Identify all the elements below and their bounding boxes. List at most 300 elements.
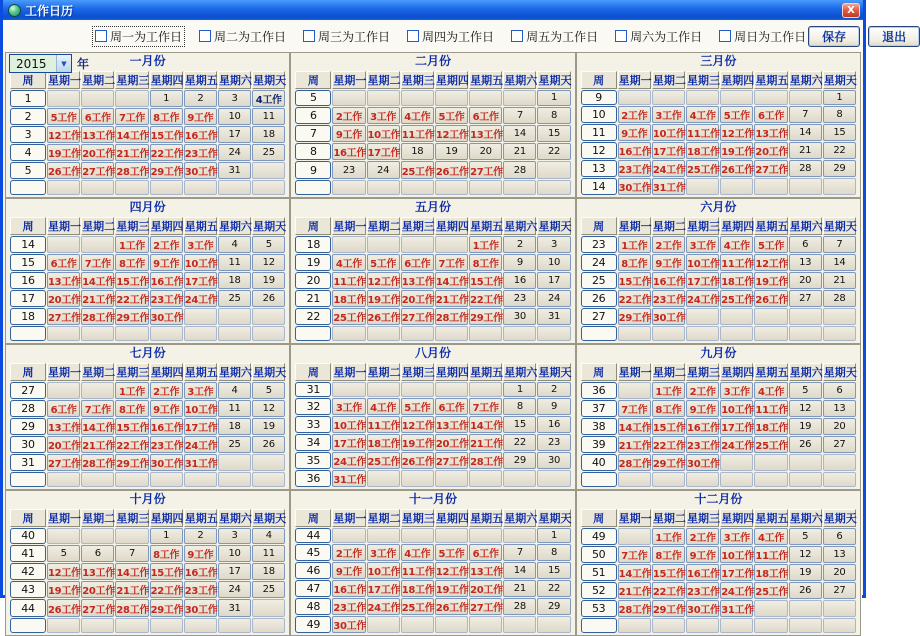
day-cell[interactable]: 3工作: [652, 106, 685, 123]
day-cell[interactable]: 23工作: [332, 598, 365, 615]
day-cell[interactable]: 1工作: [652, 382, 685, 399]
day-cell[interactable]: 31工作: [652, 178, 685, 195]
week-number-cell[interactable]: 44: [10, 599, 46, 616]
day-cell[interactable]: 21工作: [435, 290, 468, 307]
day-cell[interactable]: 27工作: [81, 162, 114, 179]
week-number-cell[interactable]: 33: [295, 416, 331, 433]
day-cell[interactable]: 15工作: [652, 564, 685, 581]
day-cell[interactable]: 11: [252, 108, 285, 125]
day-cell[interactable]: 20工作: [81, 581, 114, 598]
day-cell[interactable]: 10工作: [184, 254, 217, 271]
day-cell[interactable]: 15工作: [652, 418, 685, 435]
day-cell[interactable]: 13: [823, 546, 856, 563]
day-cell[interactable]: 15工作: [115, 272, 148, 289]
day-cell[interactable]: 13工作: [401, 272, 434, 289]
day-cell[interactable]: 11: [218, 254, 251, 271]
day-cell[interactable]: 28工作: [81, 454, 114, 471]
day-cell[interactable]: 4工作: [401, 544, 434, 561]
day-cell[interactable]: 6工作: [47, 400, 80, 417]
week-number-cell[interactable]: 20: [295, 272, 331, 289]
week-number-cell[interactable]: 36: [581, 382, 617, 399]
day-cell[interactable]: 10工作: [720, 400, 753, 417]
day-cell[interactable]: 8工作: [652, 400, 685, 417]
week-number-cell[interactable]: 19: [295, 254, 331, 271]
week-number-cell[interactable]: 11: [581, 124, 617, 141]
day-cell[interactable]: 18工作: [754, 418, 787, 435]
day-cell[interactable]: 4工作: [332, 254, 365, 271]
day-cell[interactable]: 17工作: [652, 142, 685, 159]
day-cell[interactable]: 1: [537, 90, 570, 105]
day-cell[interactable]: 4工作: [754, 528, 787, 545]
week-number-cell[interactable]: 6: [295, 107, 331, 124]
day-cell[interactable]: 5工作: [754, 236, 787, 253]
week-number-cell[interactable]: 35: [295, 452, 331, 469]
day-cell[interactable]: 19工作: [47, 144, 80, 161]
day-cell[interactable]: 22: [537, 580, 570, 597]
day-cell[interactable]: 13工作: [469, 562, 502, 579]
day-cell[interactable]: 27工作: [81, 599, 114, 616]
day-cell[interactable]: 12工作: [720, 124, 753, 141]
day-cell[interactable]: 6工作: [435, 398, 468, 415]
day-cell[interactable]: 22: [537, 143, 570, 160]
week-number-cell[interactable]: 30: [10, 436, 46, 453]
day-cell[interactable]: 1工作: [115, 236, 148, 253]
day-cell[interactable]: 5工作: [401, 398, 434, 415]
day-cell[interactable]: 13: [823, 400, 856, 417]
week-number-cell[interactable]: 32: [295, 398, 331, 415]
day-cell[interactable]: 26工作: [401, 452, 434, 469]
day-cell[interactable]: 1: [150, 90, 183, 107]
day-cell[interactable]: 14工作: [618, 564, 651, 581]
day-cell[interactable]: 19工作: [47, 581, 80, 598]
day-cell[interactable]: 27工作: [47, 308, 80, 325]
day-cell[interactable]: 21: [789, 142, 822, 159]
day-cell[interactable]: 2: [184, 90, 217, 107]
day-cell[interactable]: 30工作: [686, 600, 719, 617]
day-cell[interactable]: 6: [823, 382, 856, 399]
week-number-cell[interactable]: 29: [10, 418, 46, 435]
week-number-cell[interactable]: 36: [295, 470, 331, 487]
day-cell[interactable]: 2工作: [652, 236, 685, 253]
day-cell[interactable]: 24工作: [652, 160, 685, 177]
day-cell[interactable]: 22工作: [469, 290, 502, 307]
day-cell[interactable]: 21: [503, 143, 536, 160]
day-cell[interactable]: 3工作: [184, 382, 217, 399]
day-cell[interactable]: 4: [218, 236, 251, 253]
day-cell[interactable]: 3工作: [367, 107, 400, 124]
day-cell[interactable]: 9: [537, 398, 570, 415]
week-number-cell[interactable]: 17: [10, 290, 46, 307]
day-cell[interactable]: 14: [503, 125, 536, 142]
day-cell[interactable]: 18: [218, 272, 251, 289]
day-cell[interactable]: 29工作: [469, 308, 502, 325]
day-cell[interactable]: 19: [789, 564, 822, 581]
day-cell[interactable]: 21: [823, 272, 856, 289]
day-cell[interactable]: 14: [823, 254, 856, 271]
day-cell[interactable]: 17: [218, 563, 251, 580]
week-number-cell[interactable]: 50: [581, 546, 617, 563]
day-cell[interactable]: 25工作: [754, 582, 787, 599]
day-cell[interactable]: 30工作: [184, 599, 217, 616]
day-cell[interactable]: 18: [252, 126, 285, 143]
day-cell[interactable]: 29: [823, 160, 856, 177]
day-cell[interactable]: 21工作: [115, 581, 148, 598]
day-cell[interactable]: 12工作: [401, 416, 434, 433]
day-cell[interactable]: 17工作: [720, 564, 753, 581]
day-cell[interactable]: 16工作: [184, 126, 217, 143]
weekday-checkbox-1[interactable]: [93, 27, 184, 46]
day-cell[interactable]: 21工作: [618, 582, 651, 599]
day-cell[interactable]: 30工作: [332, 616, 365, 633]
day-cell[interactable]: 29工作: [618, 308, 651, 325]
day-cell[interactable]: 18: [252, 563, 285, 580]
day-cell[interactable]: 21工作: [469, 434, 502, 451]
day-cell[interactable]: 14: [789, 124, 822, 141]
day-cell[interactable]: 10工作: [686, 254, 719, 271]
day-cell[interactable]: 24: [218, 581, 251, 598]
day-cell[interactable]: 4: [218, 382, 251, 399]
week-number-cell[interactable]: 40: [581, 454, 617, 471]
week-number-cell[interactable]: 38: [581, 418, 617, 435]
day-cell[interactable]: 1工作: [618, 236, 651, 253]
day-cell[interactable]: 7工作: [618, 400, 651, 417]
day-cell[interactable]: 24工作: [686, 290, 719, 307]
day-cell[interactable]: 22: [503, 434, 536, 451]
day-cell[interactable]: 3工作: [686, 236, 719, 253]
day-cell[interactable]: 22工作: [150, 144, 183, 161]
day-cell[interactable]: 11: [252, 545, 285, 562]
day-cell[interactable]: 29工作: [115, 454, 148, 471]
day-cell[interactable]: 9工作: [332, 562, 365, 579]
day-cell[interactable]: 11工作: [686, 124, 719, 141]
day-cell[interactable]: 19工作: [367, 290, 400, 307]
day-cell[interactable]: 11: [218, 400, 251, 417]
day-cell[interactable]: 13工作: [435, 416, 468, 433]
day-cell[interactable]: 23: [503, 290, 536, 307]
day-cell[interactable]: 12: [252, 254, 285, 271]
day-cell[interactable]: 7: [789, 106, 822, 123]
day-cell[interactable]: 5: [252, 236, 285, 253]
day-cell[interactable]: 9工作: [618, 124, 651, 141]
day-cell[interactable]: 3工作: [332, 398, 365, 415]
day-cell[interactable]: 30工作: [150, 454, 183, 471]
day-cell[interactable]: 20工作: [81, 144, 114, 161]
day-cell[interactable]: 22: [823, 142, 856, 159]
day-cell[interactable]: 31: [218, 599, 251, 616]
day-cell[interactable]: 11工作: [332, 272, 365, 289]
day-cell[interactable]: 17工作: [367, 143, 400, 160]
day-cell[interactable]: 10工作: [720, 546, 753, 563]
day-cell[interactable]: 5工作: [435, 107, 468, 124]
day-cell[interactable]: 23: [537, 434, 570, 451]
day-cell[interactable]: 20: [823, 564, 856, 581]
day-cell[interactable]: 6工作: [401, 254, 434, 271]
day-cell[interactable]: 20: [469, 143, 502, 160]
day-cell[interactable]: 25工作: [720, 290, 753, 307]
day-cell[interactable]: 5: [47, 545, 80, 562]
day-cell[interactable]: 6工作: [469, 107, 502, 124]
day-cell[interactable]: 19: [789, 418, 822, 435]
week-number-cell[interactable]: 23: [581, 236, 617, 253]
day-cell[interactable]: 14: [503, 562, 536, 579]
day-cell[interactable]: 8工作: [652, 546, 685, 563]
day-cell[interactable]: 23工作: [184, 581, 217, 598]
day-cell[interactable]: 23工作: [686, 582, 719, 599]
day-cell[interactable]: 5: [789, 382, 822, 399]
day-cell[interactable]: 19工作: [720, 142, 753, 159]
day-cell[interactable]: 10: [218, 545, 251, 562]
week-number-cell[interactable]: 13: [581, 160, 617, 177]
day-cell[interactable]: 19工作: [754, 272, 787, 289]
week-number-cell[interactable]: 21: [295, 290, 331, 307]
day-cell[interactable]: 7: [503, 107, 536, 124]
day-cell[interactable]: 25工作: [754, 436, 787, 453]
day-cell[interactable]: 31工作: [184, 454, 217, 471]
day-cell[interactable]: 24: [537, 290, 570, 307]
week-number-cell[interactable]: 39: [581, 436, 617, 453]
day-cell[interactable]: 8工作: [618, 254, 651, 271]
day-cell[interactable]: 1工作: [469, 236, 502, 253]
day-cell[interactable]: 3: [537, 236, 570, 253]
day-cell[interactable]: 2工作: [150, 382, 183, 399]
week-number-cell[interactable]: 51: [581, 564, 617, 581]
week-number-cell[interactable]: 9: [295, 161, 331, 178]
day-cell[interactable]: 16工作: [652, 272, 685, 289]
day-cell[interactable]: 6工作: [754, 106, 787, 123]
day-cell[interactable]: 19: [252, 272, 285, 289]
day-cell[interactable]: 20: [789, 272, 822, 289]
day-cell[interactable]: 24工作: [184, 290, 217, 307]
day-cell[interactable]: 29工作: [652, 454, 685, 471]
day-cell[interactable]: 16工作: [184, 563, 217, 580]
day-cell[interactable]: 20工作: [435, 434, 468, 451]
day-cell[interactable]: 27工作: [754, 160, 787, 177]
day-cell[interactable]: 9工作: [686, 400, 719, 417]
day-cell[interactable]: 1: [503, 382, 536, 397]
day-cell[interactable]: 16工作: [150, 272, 183, 289]
day-cell[interactable]: 16工作: [686, 418, 719, 435]
day-cell[interactable]: 18工作: [401, 580, 434, 597]
week-number-cell[interactable]: 47: [295, 580, 331, 597]
day-cell[interactable]: 8工作: [469, 254, 502, 271]
day-cell[interactable]: 26工作: [47, 599, 80, 616]
week-number-cell[interactable]: 34: [295, 434, 331, 451]
day-cell[interactable]: 30工作: [150, 308, 183, 325]
day-cell[interactable]: 28工作: [435, 308, 468, 325]
checkbox-icon[interactable]: [407, 30, 419, 42]
day-cell[interactable]: 28工作: [115, 162, 148, 179]
day-cell[interactable]: 7: [115, 545, 148, 562]
week-number-cell[interactable]: 40: [10, 528, 46, 543]
day-cell[interactable]: 12工作: [435, 562, 468, 579]
week-number-cell[interactable]: 5: [295, 90, 331, 105]
day-cell[interactable]: 1: [537, 528, 570, 543]
day-cell[interactable]: 20工作: [401, 290, 434, 307]
day-cell[interactable]: 27工作: [435, 452, 468, 469]
day-cell[interactable]: 18工作: [754, 564, 787, 581]
day-cell[interactable]: 28工作: [618, 600, 651, 617]
day-cell[interactable]: 26: [789, 582, 822, 599]
day-cell[interactable]: 15工作: [115, 418, 148, 435]
day-cell[interactable]: 29工作: [115, 308, 148, 325]
day-cell[interactable]: 4工作: [754, 382, 787, 399]
day-cell[interactable]: 17工作: [332, 434, 365, 451]
week-number-cell[interactable]: 46: [295, 562, 331, 579]
day-cell[interactable]: 18工作: [332, 290, 365, 307]
day-cell[interactable]: 12工作: [47, 563, 80, 580]
day-cell[interactable]: 23工作: [686, 436, 719, 453]
day-cell[interactable]: 20: [823, 418, 856, 435]
day-cell[interactable]: 23工作: [150, 436, 183, 453]
day-cell[interactable]: 11工作: [401, 562, 434, 579]
day-cell[interactable]: 2: [503, 236, 536, 253]
day-cell[interactable]: 29工作: [652, 600, 685, 617]
day-cell[interactable]: 31: [537, 308, 570, 325]
day-cell[interactable]: 4工作: [401, 107, 434, 124]
day-cell[interactable]: 15: [823, 124, 856, 141]
day-cell[interactable]: 15工作: [469, 272, 502, 289]
day-cell[interactable]: 6: [823, 528, 856, 545]
week-number-cell[interactable]: 41: [10, 545, 46, 562]
day-cell[interactable]: 6工作: [469, 544, 502, 561]
day-cell[interactable]: 2工作: [618, 106, 651, 123]
day-cell[interactable]: 28: [503, 598, 536, 615]
week-number-cell[interactable]: 10: [581, 106, 617, 123]
day-cell[interactable]: 29: [537, 598, 570, 615]
week-number-cell[interactable]: 8: [295, 143, 331, 160]
day-cell[interactable]: 24: [367, 161, 400, 178]
day-cell[interactable]: 31工作: [720, 600, 753, 617]
day-cell[interactable]: 10工作: [367, 562, 400, 579]
day-cell[interactable]: 7工作: [81, 254, 114, 271]
day-cell[interactable]: 18工作: [367, 434, 400, 451]
day-cell[interactable]: 2工作: [686, 528, 719, 545]
day-cell[interactable]: 28: [823, 290, 856, 307]
checkbox-icon[interactable]: [199, 30, 211, 42]
day-cell[interactable]: 31: [218, 162, 251, 179]
day-cell[interactable]: 11工作: [754, 546, 787, 563]
day-cell[interactable]: 5: [252, 382, 285, 399]
day-cell[interactable]: 27工作: [401, 308, 434, 325]
week-number-cell[interactable]: 16: [10, 272, 46, 289]
day-cell[interactable]: 3工作: [184, 236, 217, 253]
day-cell[interactable]: 28工作: [618, 454, 651, 471]
day-cell[interactable]: 2工作: [150, 236, 183, 253]
day-cell[interactable]: 26工作: [720, 160, 753, 177]
day-cell[interactable]: 11工作: [367, 416, 400, 433]
day-cell[interactable]: 5工作: [720, 106, 753, 123]
day-cell[interactable]: 7工作: [618, 546, 651, 563]
weekday-checkbox-3[interactable]: [301, 27, 392, 46]
week-number-cell[interactable]: 31: [10, 454, 46, 471]
day-cell[interactable]: 15工作: [150, 563, 183, 580]
week-number-cell[interactable]: 49: [581, 528, 617, 545]
day-cell[interactable]: 17工作: [184, 418, 217, 435]
day-cell[interactable]: 1: [823, 90, 856, 105]
day-cell[interactable]: 9工作: [652, 254, 685, 271]
day-cell[interactable]: 11工作: [401, 125, 434, 142]
week-number-cell[interactable]: 12: [581, 142, 617, 159]
day-cell[interactable]: 3: [218, 90, 251, 107]
day-cell[interactable]: 16工作: [332, 580, 365, 597]
day-cell[interactable]: 17工作: [184, 272, 217, 289]
day-cell[interactable]: 8工作: [115, 400, 148, 417]
day-cell[interactable]: 4工作: [720, 236, 753, 253]
day-cell[interactable]: 30工作: [618, 178, 651, 195]
day-cell[interactable]: 19: [252, 418, 285, 435]
day-cell[interactable]: 9工作: [184, 108, 217, 125]
week-number-cell[interactable]: 18: [295, 236, 331, 253]
day-cell[interactable]: 24: [218, 144, 251, 161]
day-cell[interactable]: 25工作: [686, 160, 719, 177]
day-cell[interactable]: 20工作: [469, 580, 502, 597]
day-cell[interactable]: 16工作: [332, 143, 365, 160]
day-cell[interactable]: 2工作: [332, 544, 365, 561]
day-cell[interactable]: 28工作: [469, 452, 502, 469]
day-cell[interactable]: 10工作: [332, 416, 365, 433]
day-cell[interactable]: 19工作: [401, 434, 434, 451]
day-cell[interactable]: 30: [503, 308, 536, 325]
day-cell[interactable]: 23工作: [618, 160, 651, 177]
day-cell[interactable]: 11工作: [754, 400, 787, 417]
day-cell[interactable]: 3工作: [720, 528, 753, 545]
day-cell[interactable]: 12: [789, 400, 822, 417]
day-cell[interactable]: 26工作: [435, 598, 468, 615]
day-cell[interactable]: 27: [823, 582, 856, 599]
day-cell[interactable]: 25: [252, 144, 285, 161]
day-cell[interactable]: 19工作: [435, 580, 468, 597]
checkbox-icon[interactable]: [719, 30, 731, 42]
day-cell[interactable]: 20工作: [47, 436, 80, 453]
checkbox-icon[interactable]: [615, 30, 627, 42]
day-cell[interactable]: 1: [150, 528, 183, 543]
day-cell[interactable]: 2: [184, 528, 217, 543]
day-cell[interactable]: 26工作: [47, 162, 80, 179]
day-cell[interactable]: 23工作: [184, 144, 217, 161]
day-cell[interactable]: 8工作: [150, 108, 183, 125]
week-number-cell[interactable]: 3: [10, 126, 46, 143]
day-cell[interactable]: 21工作: [115, 144, 148, 161]
day-cell[interactable]: 5工作: [435, 544, 468, 561]
week-number-cell[interactable]: 44: [295, 528, 331, 543]
week-number-cell[interactable]: 27: [581, 308, 617, 325]
day-cell[interactable]: 27工作: [47, 454, 80, 471]
week-number-cell[interactable]: 52: [581, 582, 617, 599]
day-cell[interactable]: 24工作: [720, 582, 753, 599]
day-cell[interactable]: 3工作: [720, 382, 753, 399]
day-cell[interactable]: 25工作: [401, 161, 434, 178]
week-number-cell[interactable]: 14: [10, 236, 46, 253]
day-cell[interactable]: 28工作: [81, 308, 114, 325]
day-cell[interactable]: 21工作: [81, 436, 114, 453]
day-cell[interactable]: 25工作: [332, 308, 365, 325]
day-cell[interactable]: 7: [823, 236, 856, 253]
day-cell[interactable]: 22工作: [618, 290, 651, 307]
checkbox-icon[interactable]: [303, 30, 315, 42]
day-cell[interactable]: 13工作: [469, 125, 502, 142]
weekday-checkbox-7[interactable]: [717, 27, 808, 46]
day-cell[interactable]: 12工作: [47, 126, 80, 143]
day-cell[interactable]: 24工作: [184, 436, 217, 453]
day-cell[interactable]: 6: [81, 545, 114, 562]
day-cell[interactable]: 17: [218, 126, 251, 143]
day-cell[interactable]: 14工作: [469, 416, 502, 433]
checkbox-icon[interactable]: [95, 30, 107, 42]
day-cell[interactable]: 12工作: [754, 254, 787, 271]
day-cell[interactable]: 30工作: [686, 454, 719, 471]
day-cell[interactable]: 15: [503, 416, 536, 433]
day-cell[interactable]: 17工作: [686, 272, 719, 289]
